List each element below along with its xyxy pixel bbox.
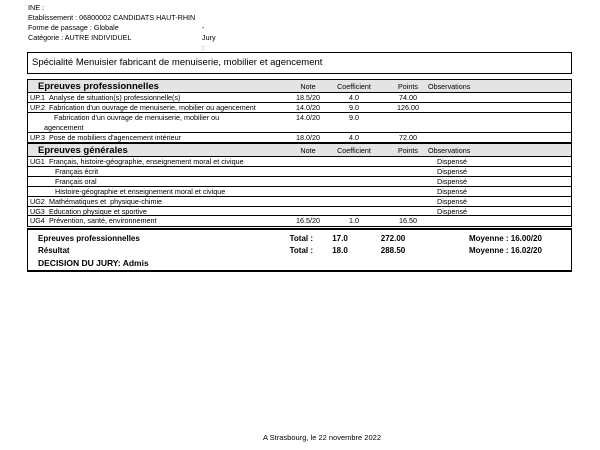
exam-code: UG3 [30, 207, 45, 216]
coefficient-value: 4.0 [349, 93, 359, 102]
observation-value: Dispensé [437, 157, 467, 166]
observation-value: Dispensé [437, 167, 467, 176]
exam-code: UG1 [30, 157, 45, 166]
moyenne: Moyenne : 16.00/20 [469, 234, 542, 243]
column-header-points: Points [398, 82, 418, 91]
section-title: Epreuves générales [38, 145, 128, 156]
total-coefficient: 18.0 [332, 246, 348, 255]
points-value: 74.00 [399, 93, 417, 102]
table-row [28, 207, 571, 216]
exam-code: UP.1 [30, 93, 46, 102]
summary-row [28, 245, 571, 256]
table-subrow [28, 177, 571, 187]
table-row [28, 216, 571, 226]
column-header-points: Points [398, 146, 418, 155]
section-title: Epreuves professionnelles [38, 81, 159, 92]
specialite-text: Spécialité Menuisier fabricant de menuiserie, mobilier et agencement [32, 57, 323, 68]
observation-value: Dispensé [437, 177, 467, 186]
column-header-coefficient: Coefficient [337, 146, 371, 155]
exam-label: Français oral [55, 177, 97, 186]
exam-label: Français écrit [55, 167, 99, 176]
section-header-professionnelles [28, 80, 571, 93]
table-row [28, 157, 571, 167]
exam-label: Education physique et sportive [49, 207, 147, 216]
results-table [27, 79, 572, 227]
total-label: Total : [289, 234, 313, 243]
table-subrow [28, 187, 571, 197]
total-points: 288.50 [380, 246, 406, 255]
coefficient-value: 4.0 [349, 133, 359, 142]
summary-label: Résultat [38, 246, 70, 255]
summary-label: Epreuves professionnelles [38, 234, 140, 243]
jury: - Jury : [202, 23, 216, 52]
column-header-coefficient: Coefficient [337, 82, 371, 91]
etablissement-line: Etablissement : 06800002 CANDIDATS HAUT-RHIN [28, 13, 196, 22]
moyenne: Moyenne : 16.02/20 [469, 246, 542, 255]
date-line: A Strasbourg, le 22 novembre 2022 [263, 433, 381, 442]
coefficient-value: 9.0 [349, 103, 359, 112]
table-row [28, 133, 571, 143]
table-subrow [28, 113, 571, 133]
exam-label: Fabrication d'un ouvrage de menuiserie, mobilier ou agencement [49, 103, 256, 112]
forme-de-passage: Forme de passage : Globale [28, 23, 119, 32]
note-value: 18.0/20 [296, 133, 320, 142]
document-header [28, 3, 216, 52]
observation-value: Dispensé [437, 187, 467, 196]
exam-label: Analyse de situation(s) professionnelle(s) [49, 93, 181, 102]
categorie-line: Catégorie : AUTRE INDIVIDUEL [28, 33, 132, 42]
exam-label-wrap: agencement [44, 123, 84, 132]
exam-code: UG2 [30, 197, 45, 206]
summary-row [28, 233, 571, 244]
exam-code: UP.3 [30, 133, 46, 142]
column-header-note: Note [300, 146, 316, 155]
specialite-box [27, 52, 572, 74]
section-header-generales [28, 143, 571, 157]
exam-label: Français, histoire-géographie, enseignement moral et civique [49, 157, 244, 166]
observation-value: Dispensé [437, 197, 467, 206]
exam-label: Pose de mobiliers d'agencement intérieur [49, 133, 182, 142]
column-header-observations: Observations [428, 146, 471, 155]
jury-decision: DECISION DU JURY: Admis [38, 258, 149, 268]
coefficient-value: 9.0 [349, 113, 359, 122]
points-value: 72.00 [399, 133, 417, 142]
total-points: 272.00 [380, 234, 406, 243]
note-value: 18.5/20 [296, 93, 320, 102]
table-row [28, 197, 571, 207]
summary-box [27, 228, 572, 272]
points-value: 126.00 [397, 103, 419, 112]
note-value: 14.0/20 [296, 103, 320, 112]
observation-value: Dispensé [437, 207, 467, 216]
coefficient-value: 1.0 [349, 216, 359, 225]
column-header-note: Note [300, 82, 316, 91]
note-value: 14.0/20 [296, 113, 320, 122]
total-coefficient: 17.0 [332, 234, 348, 243]
exam-code: UP.2 [30, 103, 46, 112]
table-subrow [28, 167, 571, 177]
exam-code: UG4 [30, 216, 45, 225]
column-header-observations: Observations [428, 82, 471, 91]
note-value: 16.5/20 [296, 216, 320, 225]
table-row [28, 93, 571, 103]
exam-label: Prévention, santé, environnement [49, 216, 157, 225]
exam-label: Fabrication d'un ouvrage de menuiserie, mobilier ou [54, 113, 220, 122]
total-label: Total : [289, 246, 313, 255]
ine-line: INE : [28, 3, 44, 12]
exam-label: Histoire-géographie et enseignement moral et civique [55, 187, 226, 196]
table-row [28, 103, 571, 113]
points-value: 16.50 [399, 216, 417, 225]
exam-label: Mathématiques et physique-chimie [49, 197, 163, 206]
